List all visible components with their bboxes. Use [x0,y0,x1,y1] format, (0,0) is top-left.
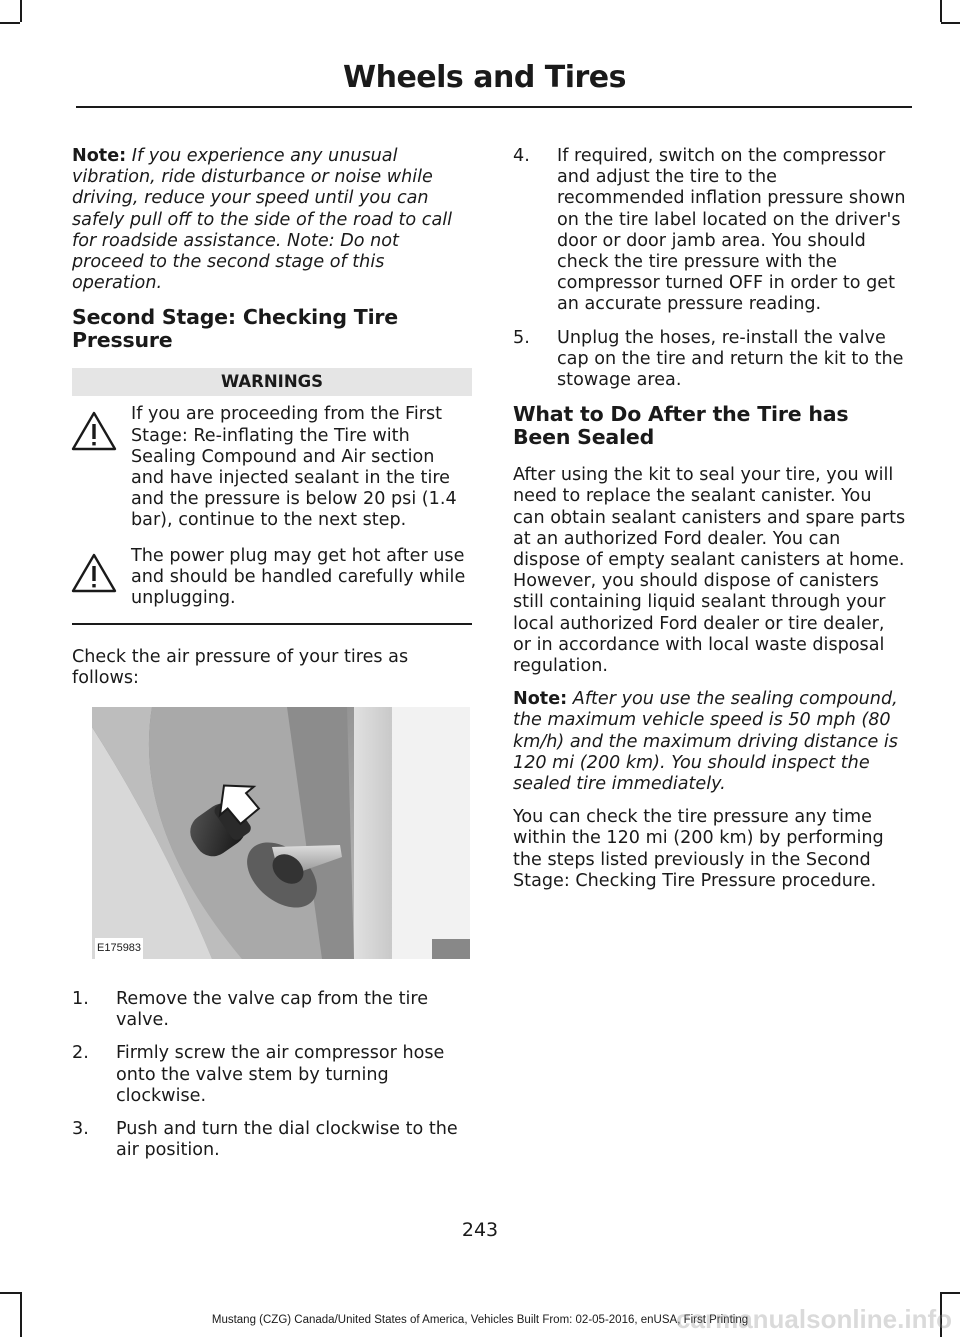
crop-mark [0,1292,20,1294]
divider [72,623,472,624]
list-item: 5. Unplug the hoses, re-install the valve cap on the tire and return the kit to the stowage area. [513,327,904,391]
note-text: After you use the sealing compound, the maximum vehicle speed is 50 mph (80 km/h) and the maximum driving distance is 120 mi (200 km). You should inspect the sealed tire immediately. [513,689,898,795]
page-number: 243 [461,1219,499,1241]
crop-mark [940,0,942,22]
steps-list-left [72,989,472,1161]
warning-triangle-icon [70,410,118,452]
crop-mark [941,22,960,24]
note-label: Note: [513,689,568,710]
warning-block [72,546,472,610]
list-item: 2. Firmly screw the air compressor hose onto the valve stem by turning clockwise. [72,1043,445,1106]
warning-block [72,404,472,531]
steps-list-right [513,146,908,391]
warnings-header: WARNINGS [72,368,472,396]
watermark: carmanualsonline.info [676,1304,952,1334]
warning-triangle-icon [70,552,118,594]
body-paragraph: You can check the tire pressure any time within the 120 mi (200 km) by performing the steps listed previously in the Second Stage: Checking Tire Pressure procedure. [513,807,884,891]
left-column [72,146,472,1173]
note-paragraph [72,146,472,294]
crop-mark [0,22,20,24]
list-item: 3. Push and turn the dial clockwise to the air position. [72,1119,458,1161]
section-heading: Second Stage: Checking Tire Pressure [72,305,399,353]
note-label: Note: [72,146,127,166]
crop-mark [20,0,22,22]
intro-paragraph: Check the air pressure of your tires as follows: [72,646,409,688]
valve-stem-image [92,707,470,959]
note-text: If you experience any unusual vibration, ride disturbance or noise while driving, reduce your speed until you can safely pull off to the side of the road to call for roadside assistance. Note: Do not proceed to the second stage of this operation. [72,146,453,294]
note-paragraph [513,689,908,795]
header-divider [76,106,912,108]
valve-illustration [92,707,470,959]
right-column [513,146,908,904]
warning-text: The power plug may get hot after use and should be handled carefully while unplugging. [131,545,466,609]
crop-mark [941,1292,960,1294]
body-paragraph: After using the kit to seal your tire, you will need to replace the sealant canister. You can obtain sealant canisters and spare parts at an authorized Ford dealer. You can dispose of empty sealant canisters at home. However, you should dispose of canisters still containing liquid sealant through your local authorized Ford dealer or tire dealer, or in accordance with local waste disposal regulation. [513,465,906,677]
footer-text: Mustang (CZG) Canada/United States of America, Vehicles Built From: 02-05-2016, enUSA, First Printing [211,1314,749,1326]
figure-id: E175983 [95,938,143,959]
list-item: 4. If required, switch on the compressor and adjust the tire to the recommended inflation pressure shown on the tire label located on the driver's door or door jamb area. You should check the tire pressure with the compressor turned OFF in order to get an accurate pressure reading. [513,146,906,315]
warning-text: If you are proceeding from the First Stage: Re-inflating the Tire with Sealing Compound and Air section and have injected sealant in the tire and the pressure is below 20 psi (1.4 bar), continue to the next step. [131,404,457,531]
list-item: 1. Remove the valve cap from the tire valve. [72,989,429,1031]
page-title: Wheels and Tires [343,60,626,95]
section-heading: What to Do After the Tire has Been Sealed [513,402,849,450]
